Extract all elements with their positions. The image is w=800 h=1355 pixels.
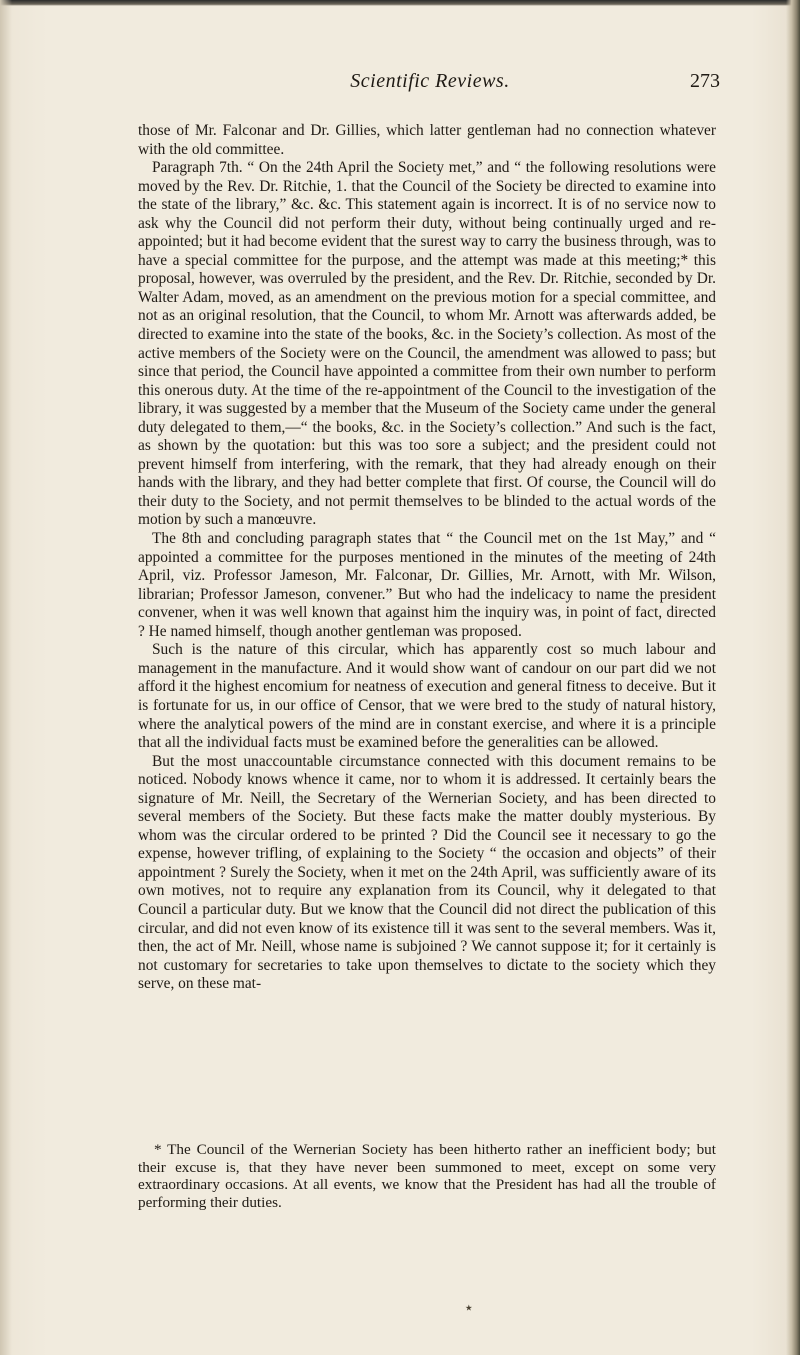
page-header bbox=[140, 70, 720, 98]
running-head: Scientific Reviews. bbox=[350, 70, 510, 92]
main-text bbox=[138, 122, 716, 994]
footnote-text: * The Council of the Wernerian Society has been hitherto rather an inefficient body; but their excuse is, that they have never been summoned to meet, except on some very extraordinary occasions. At all events, we know that the President has had all the trouble of performing their duties. bbox=[138, 1141, 716, 1211]
paragraph: The 8th and concluding paragraph states that “ the Council met on the 1st May,” and “ appointed a committee for the purposes mentioned in the minutes of the meeting of 24th April, viz. Professor Jameson, Mr. Falconar, Dr. Gillies, Mr. Arnott, with Mr. Wilson, librarian; Professor Jameson, convener.” But who had the indelicacy to name the president convener, when it was well known that against him the inquiry was, in point of fact, directed ? He named himself, though another gentleman was proposed. bbox=[138, 530, 716, 640]
paragraph: Paragraph 7th. “ On the 24th April the Society met,” and “ the following resolutions were moved by the Rev. Dr. Ritchie, 1. that the Council of the Society be directed to examine into the state of the library,” &c. &c. This statement again is incorrect. It is of no service now to ask why the Council did not perform their duty, without being continually urged and re-appointed; but it had become evident that the surest way to carry the business through, was to have a special committee for the purpose, and the attempt was made at this meeting;* this proposal, however, was overruled by the president, and the Rev. Dr. Ritchie, seconded by Dr. Walter Adam, moved, as an amendment on the previous motion for a special committee, and not as an original resolution, that the Council, to whom Mr. Arnott was afterwards added, be directed to examine into the state of the books, &c. in the Society’s collection. As most of the active members of the Society were on the Council, the amendment was allowed to pass; but since that period, the Council have appointed a committee from their own number to perform this onerous duty. At the time of the re-appointment of the Council to the investigation of the library, it was suggested by a member that the Museum of the Society came under the general duty delegated to them,—“ the books, &c. in the Society’s collection.” And such is the fact, as shown by the quotation: but this was too sore a subject; and the president could not prevent himself from interfering, with the remark, that they had already enough on their hands with the library, and they had better complete that first. Of course, the Council will do their duty to the Society, and not permit themselves to be blinded to the actual words of the motion by such a manœuvre. bbox=[138, 159, 716, 529]
page-number: 273 bbox=[690, 70, 720, 92]
page-right-edge bbox=[786, 0, 800, 1355]
paragraph: Such is the nature of this circular, which has apparently cost so much labour and management in the manufacture. And it would show want of candour on our part did we not afford it the highest encomium for neatness of execution and general fitness to deceive. But it is fortunate for us, in our office of Censor, that we were bred to the study of natural history, where the analytical powers of the mind are in constant exercise, and where it is a principle that all the individual facts must be examined before the generalities can be allowed. bbox=[138, 641, 716, 752]
footnote bbox=[138, 1141, 716, 1211]
paragraph: those of Mr. Falconar and Dr. Gillies, which latter gentleman had no connection whatever with the old committee. bbox=[138, 122, 716, 158]
paragraph: But the most unaccountable circumstance connected with this document remains to be noticed. Nobody knows whence it came, nor to whom it is addressed. It certainly bears the signature of Mr. Neill, the Secretary of the Wernerian Society, and has been directed to several members of the Society. But these facts make the matter doubly mysterious. By whom was the circular ordered to be printed ? Did the Council see it necessary to go the expense, however trifling, of explaining to the Society “ the occasion and objects” of their appointment ? Surely the Society, when it met on the 24th April, was sufficiently aware of its own motives, not to require any explanation from its Council, why it delegated to that Council a particular duty. But we know that the Council did not direct the publication of this circular, and did not even know of its existence till it was sent to the several members. Was it, then, the act of Mr. Neill, whose name is subjoined ? We cannot suppose it; for it certainly is not customary for secretaries to take upon themselves to dictate to the society which they serve, on these mat- bbox=[138, 752, 716, 993]
page-gutter bbox=[0, 0, 12, 1355]
page-top-edge bbox=[0, 0, 800, 6]
ink-fleck: ٭ bbox=[465, 1301, 473, 1316]
